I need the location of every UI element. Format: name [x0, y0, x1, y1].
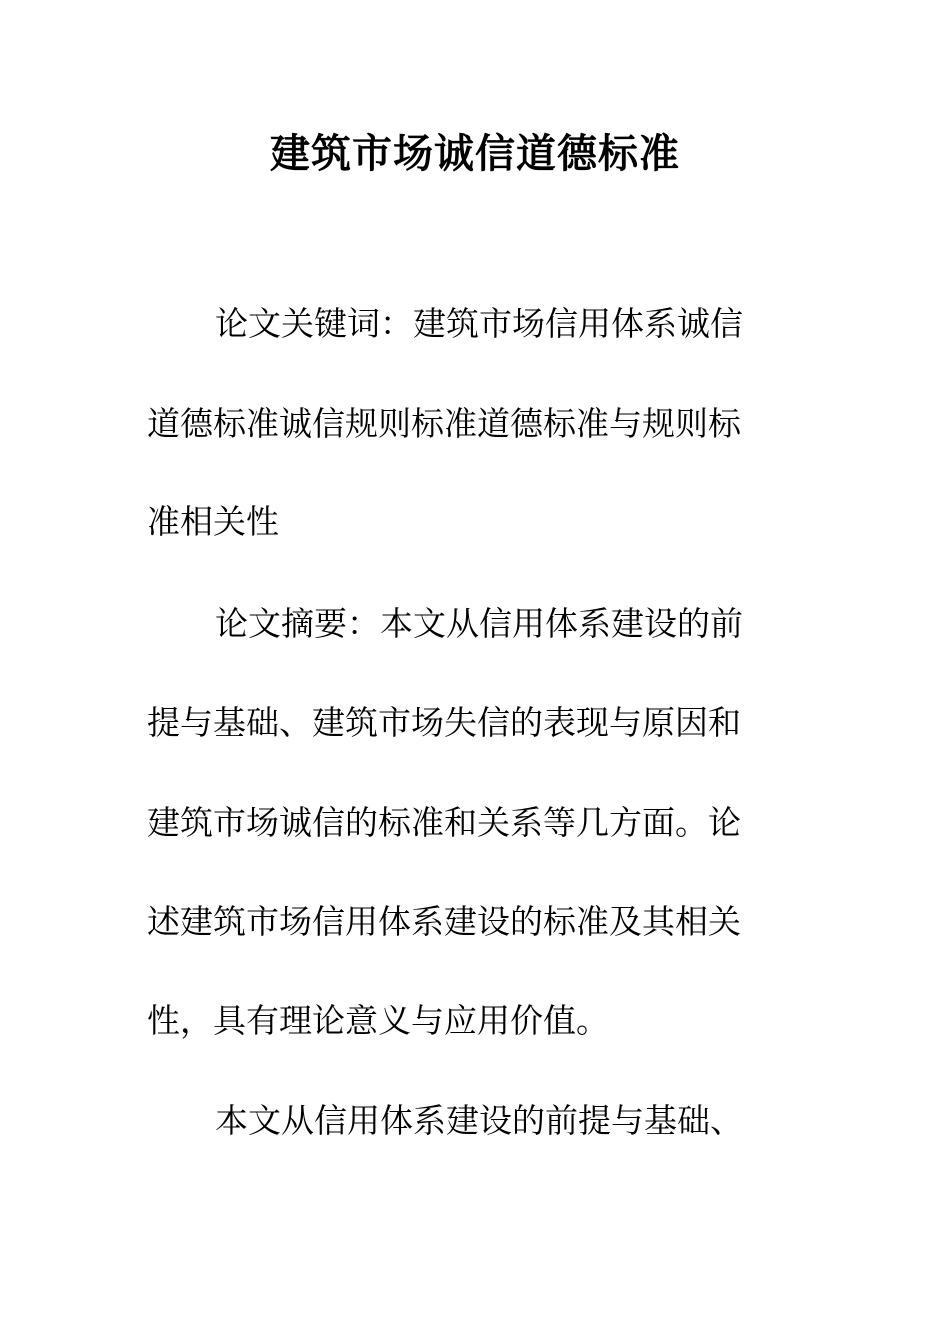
- abstract-line-5: 性，具有理论意义与应用价值。: [147, 1001, 609, 1040]
- abstract-line-4: 述建筑市场信用体系建设的标准及其相关: [147, 902, 741, 941]
- body-paragraph-line-1: 本文从信用体系建设的前提与基础、: [215, 1101, 743, 1140]
- abstract-line-1: 论文摘要：本文从信用体系建设的前: [215, 604, 743, 643]
- keywords-line-3: 准相关性: [147, 502, 279, 541]
- abstract-line-2: 提与基础、建筑市场失信的表现与原因和: [147, 703, 741, 742]
- keywords-line-2: 道德标准诚信规则标准道德标准与规则标: [147, 404, 741, 443]
- abstract-line-3: 建筑市场诚信的标准和关系等几方面。论: [147, 803, 741, 842]
- keywords-line-1: 论文关键词：建筑市场信用体系诚信: [215, 304, 743, 343]
- document-title: 建筑市场诚信道德标准: [270, 130, 680, 177]
